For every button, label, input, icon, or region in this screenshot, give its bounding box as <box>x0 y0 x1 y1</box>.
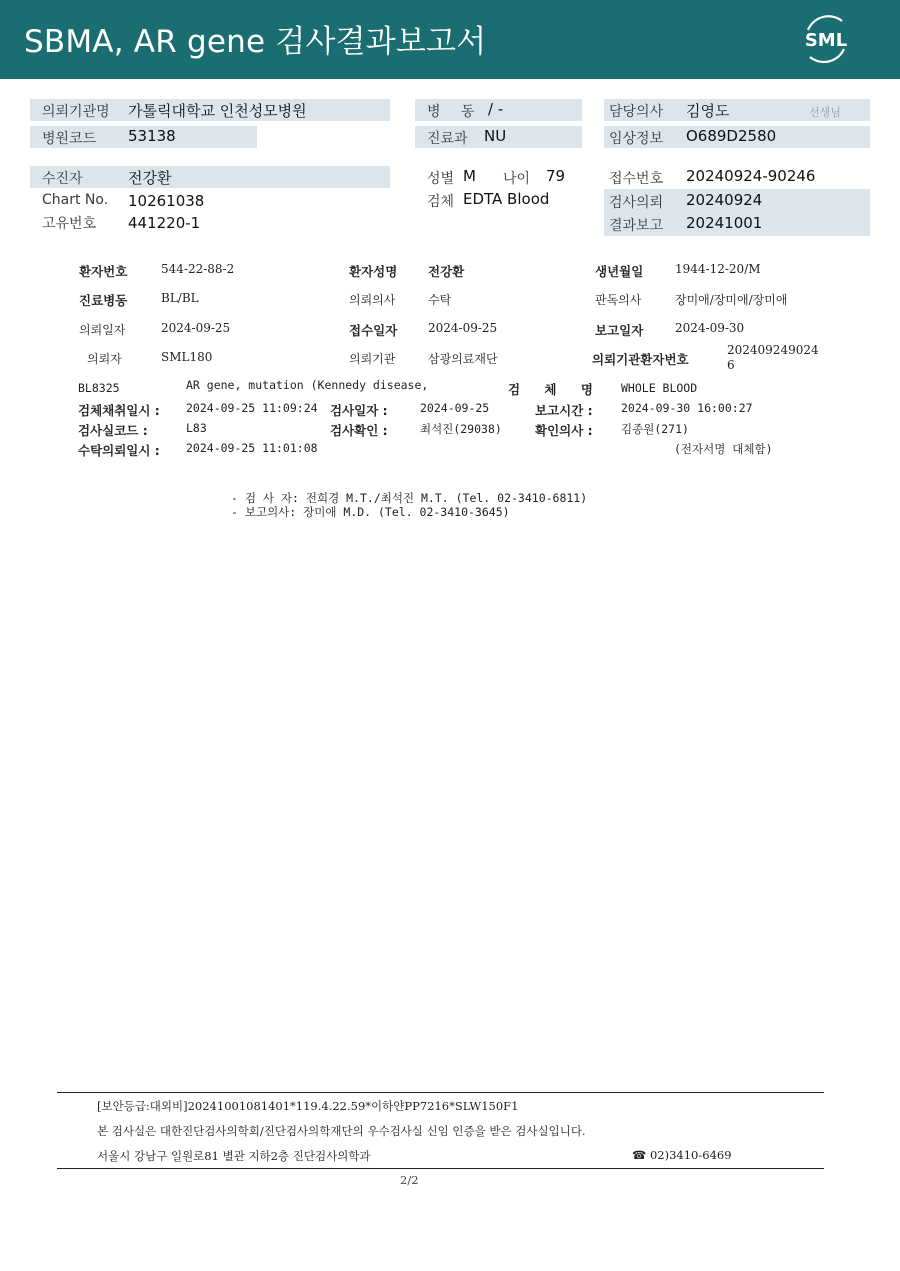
report-time-label: 보고시간 : <box>535 403 593 418</box>
result-report-label: 결과보고 <box>609 218 664 234</box>
birth-value: 1944-12-20/M <box>675 262 761 276</box>
sex-value: M <box>463 167 476 185</box>
specimen-label: 검체 <box>427 194 455 210</box>
department-value: NU <box>484 127 507 145</box>
requester-value: SML180 <box>161 350 213 364</box>
report-time-value: 2024-09-30 16:00:27 <box>621 401 753 415</box>
receipt-date-label: 접수일자 <box>349 323 398 338</box>
patient-label: 수진자 <box>42 171 83 187</box>
receipt-no-label: 접수번호 <box>609 171 664 187</box>
report-title: SBMA, AR gene 검사결과보고서 <box>24 24 487 60</box>
req-institution-value: 삼광의료재단 <box>428 352 498 366</box>
report-ward-label: 진료병동 <box>79 293 128 308</box>
specimen-name-value: WHOLE BLOOD <box>621 381 698 395</box>
phone-line: ☎ 02)3410-6469 <box>632 1148 732 1162</box>
patient-name-label: 환자성명 <box>349 264 398 279</box>
confirm-value: 최석진(29038) <box>420 422 502 436</box>
consign-dt-label: 수탁의뢰일시 : <box>78 443 160 458</box>
logo-text: SML <box>804 30 848 51</box>
receipt-no-value: 20240924-90246 <box>686 167 816 185</box>
test-request-value: 20240924 <box>686 191 763 209</box>
doctor-value: 김영도 <box>686 102 730 120</box>
confirm-label: 검사확인 : <box>330 423 388 438</box>
security-line: [보안등급:대외비]20241001081401*119.4.22.59*이하얀PP7216*SLW150F1 <box>97 1099 519 1113</box>
tester-line: - 검 사 자: 전희경 M.T./최석진 M.T. (Tel. 02-3410-6811) <box>231 491 588 505</box>
report-ward-value: BL/BL <box>161 291 199 305</box>
sml-logo <box>798 11 854 67</box>
inst-patient-no-line1: 202409249024 <box>727 343 819 357</box>
ward-value: / - <box>488 100 504 118</box>
confirm-doctor-label: 확인의사 : <box>535 423 593 438</box>
request-date-label: 의뢰일자 <box>79 323 126 337</box>
specimen-name-label: 검 체 명 <box>508 382 603 397</box>
clinical-info-value: O689D2580 <box>686 127 777 145</box>
chart-no-value: 10261038 <box>128 192 205 210</box>
requester-label: 의뢰자 <box>87 352 122 366</box>
chart-no-label: Chart No. <box>42 192 109 208</box>
doctor-suffix: 선생님 <box>809 106 841 119</box>
footer-bottom-rule <box>57 1168 824 1169</box>
sex-label: 성별 <box>427 171 455 187</box>
page-number: 2/2 <box>400 1173 419 1187</box>
patient-bar <box>30 166 390 188</box>
result-report-value: 20241001 <box>686 214 763 232</box>
patient-no-value: 544-22-88-2 <box>161 262 235 276</box>
test-code: BL8325 <box>78 381 120 395</box>
lab-code-label: 검사실코드 : <box>78 423 148 438</box>
consign-dt-value: 2024-09-25 11:01:08 <box>186 441 318 455</box>
hospital-code-value: 53138 <box>128 127 176 145</box>
institution-value: 가톨릭대학교 인천성모병원 <box>128 102 307 120</box>
reading-doctor-label: 판독의사 <box>595 293 642 307</box>
reporter-line: - 보고의사: 장미애 M.D. (Tel. 02-3410-3645) <box>231 505 510 519</box>
department-label: 진료과 <box>427 131 468 147</box>
test-date-label: 검사일자 : <box>330 403 388 418</box>
patient-name-value: 전강환 <box>428 264 465 279</box>
patient-value: 전강환 <box>128 169 172 187</box>
hospital-code-label: 병원코드 <box>42 131 97 147</box>
inst-patient-no-line2: 6 <box>727 358 735 372</box>
test-date-value: 2024-09-25 <box>420 401 490 415</box>
request-date-value: 2024-09-25 <box>161 321 231 335</box>
e-signature-note: (전자서명 대체함) <box>674 442 773 456</box>
inst-patient-no-label: 의뢰기관환자번호 <box>592 352 689 367</box>
doctor-label: 담당의사 <box>609 104 664 120</box>
report-date-value: 2024-09-30 <box>675 321 745 335</box>
specimen-value: EDTA Blood <box>463 190 550 208</box>
age-value: 79 <box>546 167 566 185</box>
test-name: AR gene, mutation (Kennedy disease, <box>186 378 429 392</box>
clinical-info-label: 임상정보 <box>609 131 664 147</box>
ward-label: 병 동 <box>427 104 483 120</box>
footer-top-rule <box>57 1092 824 1093</box>
institution-label: 의뢰기관명 <box>42 104 110 120</box>
report-header <box>0 0 900 79</box>
req-doctor-label: 의뢰의사 <box>349 293 396 307</box>
confirm-doctor-value: 김종원(271) <box>621 422 689 436</box>
reading-doctor-value: 장미애/장미애/장미애 <box>675 293 788 307</box>
patient-no-label: 환자번호 <box>79 264 128 279</box>
req-institution-label: 의뢰기관 <box>349 352 396 366</box>
collect-dt-label: 검체채취일시 : <box>78 403 160 418</box>
receipt-date-value: 2024-09-25 <box>428 321 498 335</box>
test-request-label: 검사의뢰 <box>609 195 664 211</box>
age-label: 나이 <box>503 171 531 187</box>
unique-no-value: 441220-1 <box>128 214 201 232</box>
collect-dt-value: 2024-09-25 11:09:24 <box>186 401 318 415</box>
birth-label: 생년월일 <box>595 264 644 279</box>
unique-no-label: 고유번호 <box>42 216 97 232</box>
req-doctor-value: 수탁 <box>428 293 452 307</box>
certification-line: 본 검사실은 대한진단검사의학회/진단검사의학재단의 우수검사실 신임 인증을 받은 검사실입니다. <box>97 1124 586 1138</box>
address-line: 서울시 강남구 일원로81 별관 지하2층 진단검사의학과 <box>97 1149 371 1163</box>
report-date-label: 보고일자 <box>595 323 644 338</box>
lab-code-value: L83 <box>186 421 207 435</box>
